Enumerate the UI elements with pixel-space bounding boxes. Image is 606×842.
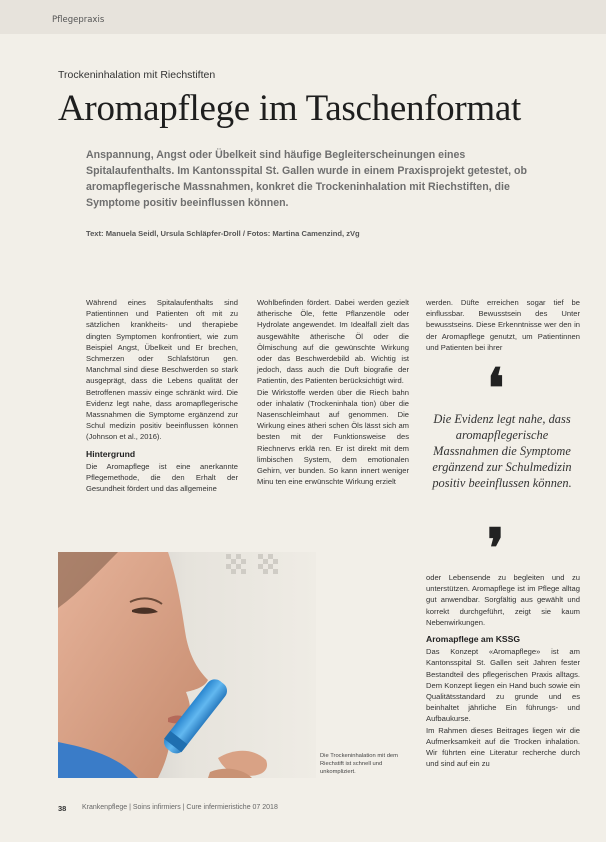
article-credits: Text: Manuela Seidl, Ursula Schläpfer-Droll / Fotos: Martina Camenzind, zVg xyxy=(86,229,360,238)
footer-publication: Krankenpflege | Soins infirmiers | Cure infermieristiche 07 2018 xyxy=(82,804,278,811)
article-title: Aromapflege im Taschenformat xyxy=(58,88,521,129)
body-paragraph: oder Lebensende zu begleiten und zu unterstützen. Aromapflege ist im Pflege alltag gut anwendbar. Sorgfältig aus gewählt und korrekt durchgeführt, zeigt sie kaum Nebenwirkungen. xyxy=(426,573,580,627)
body-column-2 xyxy=(257,297,409,487)
article-kicker: Trockeninhalation mit Riechstiften xyxy=(58,69,216,81)
body-paragraph: Während eines Spitalaufenthalts sind Patientinnen und Patienten oft mit zu sätzlichen krankheits- und therapiebe dingten Symptomen konfrontiert, wie zum Beispiel Angst, Übelkeit und Er brechen, Schmerzen oder Schlafstörun gen. Manchmal sind diese Beschwerden so stark ausgeprägt, dass die Lebens qualität der Betroffenen massiv einge schränkt wird. Die Evidenz legt nahe, dass aromapflegerische Massnahmen die Symptome ergänzend zur Schul medizin positiv beeinflussen können (Johnson et al., 2016). xyxy=(86,298,238,442)
page-number: 38 xyxy=(58,804,67,813)
body-paragraph: Im Rahmen dieses Beitrages liegen wir die Aufmerksamkeit auf die Trocken inhalation. Wir führten eine Literatur recherche durch und sind auf ein zu xyxy=(426,725,580,769)
subheading-aromapflege-kssg: Aromapflege am KSSG xyxy=(426,634,521,645)
body-column-3-bottom xyxy=(426,572,580,769)
pull-quote: Die Evidenz legt nahe, dass aromapflegerische Massnahmen die Symptome ergänzend zur Schulmedizin positiv beeinflussen können. xyxy=(432,412,572,490)
nose-inhaler-illustration xyxy=(58,552,316,778)
photo-caption: Die Trockeninhalation mit dem Riechstift ist schnell und unkompliziert. xyxy=(320,753,398,775)
quote-open-mark: ❛ xyxy=(487,359,505,419)
body-column-1 xyxy=(86,297,238,494)
subheading-hintergrund: Hintergrund xyxy=(86,448,136,459)
article-photo xyxy=(58,552,316,778)
body-column-3-top xyxy=(426,297,580,353)
quote-close-mark: ❜ xyxy=(487,519,505,579)
body-paragraph: Wohlbefinden fördert. Dabei werden gezielt ätherische Öle, fette Pflanzenöle oder Hydrolate angewendet. Im Idealfall zielt das ausgewählte ätherische Öl oder die Ölmischung auf die gewünschte Wirkung oder das Beschwerdebild ab. Wichtig ist jedoch, dass auch die Duft biografie der Patientin, des Patienten berücksichtigt wird. xyxy=(257,298,409,386)
body-paragraph: Die Wirkstoffe werden über die Riech bahn oder inhalativ (Trockeninhala tion) über die Nasenschleimhaut auf genommen. Die Wirkung eines ätheri schen Öls lässt sich am besten mit der Funktionsweise des Riechnervs erklä ren. Er ist direkt mit dem limbischen System, dem emotionalen Gehirn, ver bunden. So kann innert weniger Minu ten eine erwünschte Wirkung erzielt xyxy=(257,387,409,487)
section-label: Pflegepraxis xyxy=(52,15,105,25)
article-lead: Anspannung, Angst oder Übelkeit sind häufige Begleiterscheinungen eines Spitalaufenthalts. Im Kantonsspital St. Gallen wurde in einem Praxisprojekt getestet, ob aromapflegerische Massnahmen, konkret die Trockeninhalation mit Riechstiften, die Symptome positiv beeinflussen können. xyxy=(86,149,527,209)
body-paragraph: werden. Düfte erreichen sogar tief be einflussbar. Bewusstsein des Unter bewusstseins. Diese Erkenntnisse wer den in der Aromapflege genutzt, um Patientinnen und Patienten bei ihrer xyxy=(426,298,580,352)
body-paragraph: Die Aromapflege ist eine anerkannte Pflegemethode, die den Erhalt der Gesundheit fördert und das allgemeine xyxy=(86,461,238,494)
body-paragraph: Das Konzept «Aromapflege» ist am Kantonsspital St. Gallen seit Jahren fester Bestandteil des pflegerischen Praxis alltags. Dem Konzept liegen ein Hand buch sowie ein Qualitätsstandard zu grunde und es beinhaltet jährliche Ein führungs- und Aufbaukurse. xyxy=(426,647,580,724)
